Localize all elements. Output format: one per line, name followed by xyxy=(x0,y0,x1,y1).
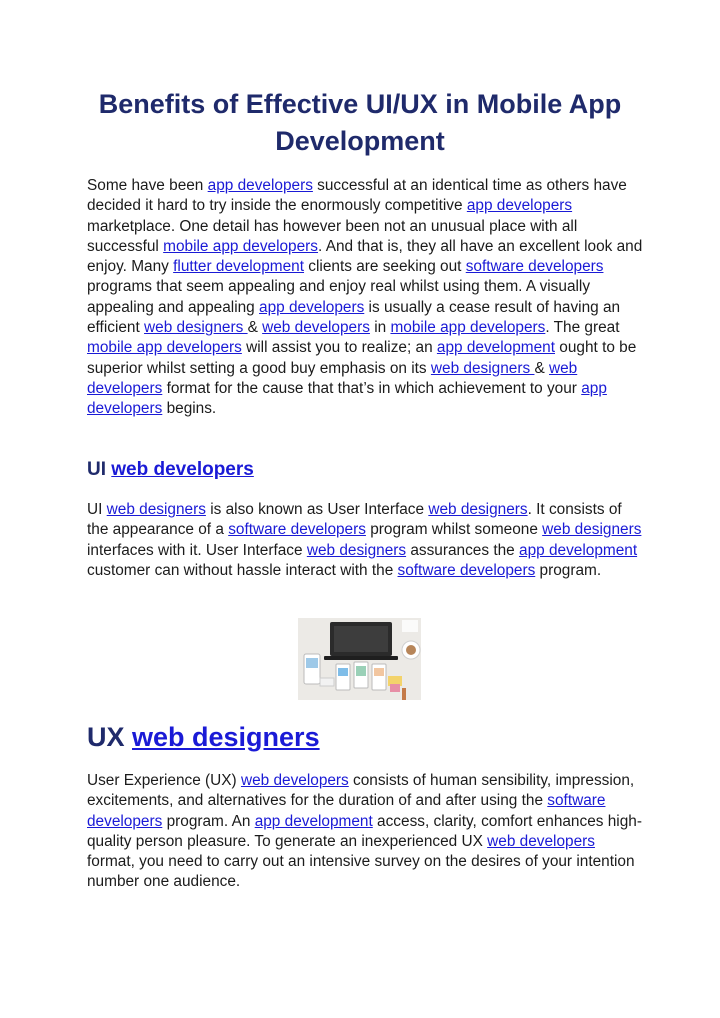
text-run: format for the cause that that’s in which achievement to your xyxy=(162,379,582,397)
text-run: User Experience (UX) xyxy=(87,772,241,789)
inline-link[interactable]: web designers xyxy=(144,319,248,337)
text-run: ought to be superior whilst setting a good buy emphasis on its xyxy=(87,339,637,377)
inline-link[interactable]: web designers xyxy=(306,541,407,559)
inline-link[interactable]: app developers xyxy=(207,177,313,194)
ui-heading-link[interactable]: web developers xyxy=(111,459,254,480)
inline-link[interactable]: software developers xyxy=(397,561,536,579)
inline-link[interactable]: flutter development xyxy=(173,258,305,276)
ux-heading-prefix: UX xyxy=(87,722,133,752)
inline-link[interactable]: web designers xyxy=(542,521,642,539)
text-run: program. xyxy=(535,561,602,579)
text-run: consists of human sensibility, impression, excitements, and alternatives for the duration of and after using the xyxy=(87,772,635,810)
inline-link[interactable]: web designers xyxy=(428,501,528,518)
text-run: successful at an identical time as others have decided it hard to try inside the enormously competitive xyxy=(87,177,627,215)
text-run: is usually a cease result of having an efficient xyxy=(87,298,621,337)
inline-link[interactable]: mobile app developers xyxy=(390,319,546,337)
ui-section-heading xyxy=(87,457,254,483)
text-run: is also known as User Interface xyxy=(205,501,429,518)
text-run: . And that is, they all have an excellent look and enjoy. Many xyxy=(87,237,643,276)
inline-link[interactable]: app developers xyxy=(466,197,573,215)
text-run: interfaces with it. User Interface xyxy=(87,541,307,559)
ux-heading-link[interactable]: web designers xyxy=(132,722,320,752)
inline-link[interactable]: web developers xyxy=(262,319,370,337)
intro-paragraph xyxy=(87,176,647,420)
inline-link[interactable]: mobile app developers xyxy=(163,237,319,255)
text-run: will assist you to realize; an xyxy=(241,339,437,357)
ux-section-heading xyxy=(87,719,320,755)
text-run: marketplace. One detail has however been not an unusual place with all successful xyxy=(87,217,578,255)
ui-paragraph xyxy=(87,500,647,581)
inline-link[interactable]: software developers xyxy=(465,258,604,276)
inline-link[interactable]: web developers xyxy=(487,832,595,850)
text-run: & xyxy=(247,319,263,337)
inline-link[interactable]: web designers xyxy=(430,359,535,377)
inline-link[interactable]: app development xyxy=(254,812,373,830)
text-run: assurances the xyxy=(406,541,520,559)
ui-heading-prefix: UI xyxy=(87,459,112,480)
text-run: customer can without hassle interact with the xyxy=(87,561,398,579)
text-run: program. An xyxy=(162,812,255,830)
inline-link[interactable]: software developers xyxy=(87,792,606,830)
text-run: UI xyxy=(87,501,107,518)
text-run: format, you need to carry out an intensive survey on the desires of your intention number one audience. xyxy=(87,853,635,891)
text-run: programs that seem appealing and enjoy real whilst using them. A visually appealing and appealing xyxy=(87,278,591,316)
inline-link[interactable]: app development xyxy=(436,339,555,357)
text-run: in xyxy=(369,319,391,337)
text-run: & xyxy=(534,359,549,377)
text-run: . It consists of the appearance of a xyxy=(87,501,622,539)
inline-link[interactable]: app developers xyxy=(259,298,365,316)
app-design-illustration xyxy=(298,618,421,700)
inline-link[interactable]: app development xyxy=(519,541,638,559)
inline-link[interactable]: software developers xyxy=(228,521,366,539)
inline-link[interactable]: app developers xyxy=(87,379,607,418)
inline-link[interactable]: web developers xyxy=(87,359,578,397)
text-run: begins. xyxy=(162,400,217,418)
text-run: clients are seeking out xyxy=(304,258,466,276)
text-run: program whilst someone xyxy=(365,521,543,539)
ux-paragraph xyxy=(87,771,647,893)
text-run: . The great xyxy=(545,319,620,337)
inline-link[interactable]: web developers xyxy=(240,772,349,789)
inline-link[interactable]: web designers xyxy=(106,501,206,518)
text-run: Some have been xyxy=(87,177,208,194)
text-run: access, clarity, comfort enhances high-quality person pleasure. To generate an inexperienced UX xyxy=(87,812,642,850)
inline-link[interactable]: mobile app developers xyxy=(87,339,242,357)
page-title: Benefits of Effective UI/UX in Mobile App Development xyxy=(98,89,622,156)
